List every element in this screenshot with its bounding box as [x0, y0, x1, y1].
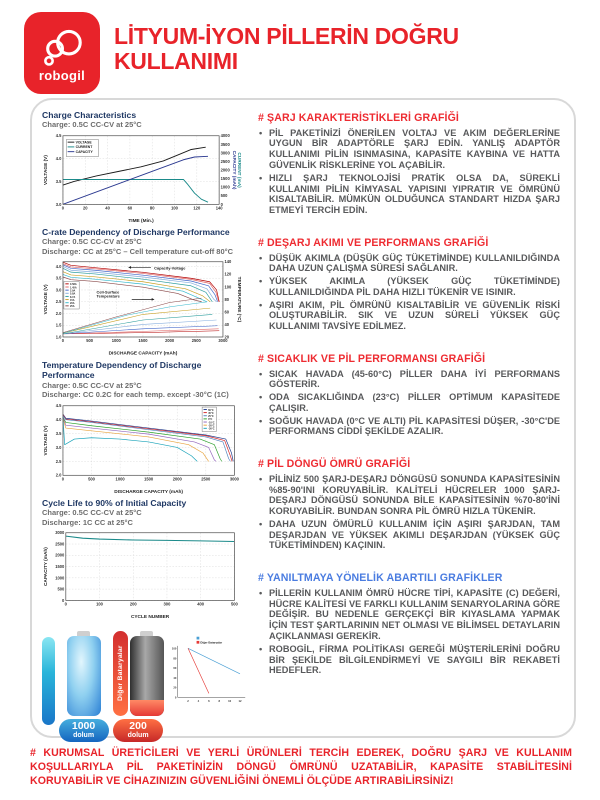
svg-text:3000: 3000 [218, 338, 228, 344]
section-2 [258, 237, 560, 332]
svg-text:100: 100 [171, 647, 176, 651]
svg-text:-30°C: -30°C [208, 427, 215, 431]
bullet-item: • YÜKSEK AKIMLA (YÜKSEK GÜÇ TÜKETİMİNDE) KULLANILDIĞINDA PİL DAHA HIZLI TÜKENİR VE ISINIR. [258, 276, 560, 298]
good-battery-badge [59, 719, 109, 741]
svg-text:1500: 1500 [55, 563, 65, 569]
page-title [114, 24, 459, 75]
svg-text:CAPACITY (mAh): CAPACITY (mAh) [230, 150, 236, 190]
footer-note: # KURUMSAL ÜRETİCİLERİ VE YERLİ ÜRÜNLERİ TERCİH EDEREK, DOĞRU ŞARJ VE KULLANIM KOŞULLARIYLA PİL PAKETİNİZİN DÖNGÜ ÖMRÜNÜ UZATABİLİR, KAPASİTE STABİLİTESİNİ KORUYABİLİR VE CİHAZINIZIN GÜVENLİĞİNİ ÖNEMLİ ÖLÇÜDE ARTIRABİLİRSİNİZ! [30, 747, 572, 787]
chart-block-3 [42, 360, 248, 494]
svg-text:15A: 15A [70, 299, 75, 303]
svg-text:3.0: 3.0 [55, 201, 62, 207]
svg-text:5.8A: 5.8A [70, 292, 76, 296]
svg-text:1.0: 1.0 [55, 334, 62, 340]
chart-subtitle: Discharge: 1C CC at 25°C [42, 517, 133, 527]
svg-text:25A: 25A [70, 305, 75, 309]
svg-text:2500: 2500 [201, 476, 211, 482]
chart-block-4 [42, 498, 248, 619]
svg-text:120: 120 [193, 205, 201, 211]
svg-text:Temperature: Temperature [96, 293, 120, 299]
chart-subtitle: Discharge: CC at 25°C – Cell temperature cut-off 80°C [42, 246, 234, 256]
svg-text:3.0: 3.0 [55, 444, 62, 450]
svg-text:20: 20 [172, 687, 176, 691]
bullet-item: • DÜŞÜK AKIMLA (DÜŞÜK GÜÇ TÜKETİMİNDE) KULLANILDIĞINDA DAHA UZUN ÇALIŞMA SÜRESİ SAĞLANIR. [258, 253, 560, 275]
chart-subtitle: Charge: 0.5C CC-CV at 25°C [42, 237, 142, 247]
other-battery-badge [113, 719, 163, 741]
svg-text:1000: 1000 [220, 184, 230, 190]
svg-text:3.5: 3.5 [55, 178, 62, 184]
section-bullets [258, 369, 560, 438]
chart-subtitle: Charge: 0.5C CC-CV at 25°C [42, 120, 142, 130]
page-title-line-1: LİTYUM-İYON PİLLERİN DOĞRU [114, 23, 459, 49]
svg-text:140: 140 [215, 205, 223, 211]
low-charge-fill [130, 700, 164, 717]
svg-text:3.5: 3.5 [55, 430, 62, 436]
svg-text:40: 40 [224, 322, 230, 328]
svg-text:0: 0 [220, 201, 223, 207]
section-bullets [258, 474, 560, 551]
svg-text:VOLTAGE (V): VOLTAGE (V) [43, 154, 49, 185]
svg-text:40: 40 [172, 677, 176, 681]
header [0, 0, 600, 94]
svg-text:2000: 2000 [220, 167, 230, 173]
svg-text:DISCHARGE CAPACITY (mAh): DISCHARGE CAPACITY (mAh) [108, 351, 178, 357]
svg-text:0: 0 [62, 597, 65, 603]
svg-text:1500: 1500 [220, 175, 230, 181]
svg-text:8.7A: 8.7A [70, 295, 76, 299]
bullet-item: • HIZLI ŞARJ TEKNOLOJİSİ PRATİK OLSA DA, SÜREKLİ KULLANIMI PİLİN KİMYASAL YAPISINI YIPRATIR VE ÖMRÜNÜ KISALTABİLİR. MÜMKÜN OLDUĞUNCA STANDART HIZDA ŞARJ ETMEYİ TERCİH EDİN. [258, 173, 560, 216]
chart-plot-1 [42, 131, 242, 223]
svg-text:2500: 2500 [55, 541, 65, 547]
svg-text:2500: 2500 [220, 158, 230, 164]
svg-text:2000: 2000 [172, 476, 182, 482]
svg-text:100: 100 [171, 205, 178, 211]
chart-subtitle: Charge: 0.5C CC-CV at 25°C [42, 380, 142, 390]
svg-text:CURRENT (mA): CURRENT (mA) [236, 152, 242, 188]
content-card [30, 98, 576, 738]
svg-text:0: 0 [61, 338, 65, 344]
other-battery-cycles: 200 [129, 720, 147, 733]
svg-text:100: 100 [224, 284, 232, 290]
svg-text:DISCHARGE CAPACITY (mAh): DISCHARGE CAPACITY (mAh) [114, 489, 184, 494]
svg-text:4000: 4000 [220, 132, 230, 138]
svg-text:1.45A: 1.45A [70, 286, 77, 290]
svg-text:2000: 2000 [55, 552, 65, 558]
chart-plot-4 [42, 528, 242, 619]
svg-text:1000: 1000 [115, 476, 125, 482]
svg-text:0: 0 [174, 696, 176, 700]
svg-text:3000: 3000 [229, 476, 239, 482]
svg-text:4.0: 4.0 [55, 155, 62, 161]
chart-block-2 [42, 227, 248, 356]
svg-text:25°C: 25°C [208, 414, 214, 418]
svg-text:3.0: 3.0 [55, 287, 62, 293]
svg-text:0: 0 [61, 476, 65, 482]
battery-accent-pill [42, 637, 55, 725]
svg-text:400: 400 [197, 601, 205, 607]
robogil-logo [24, 12, 100, 94]
svg-text:80: 80 [224, 296, 230, 302]
svg-text:500: 500 [220, 192, 228, 198]
svg-text:TEMPERATURE (°C): TEMPERATURE (°C) [236, 276, 242, 323]
good-battery [59, 631, 109, 741]
other-battery-unit: dolum [127, 732, 149, 740]
bullet-item: • PİLİNİZ 500 ŞARJ-DEŞARJ DÖNGÜSÜ SONUNDA KAPASİTESİNİN %85-90'INI KORUYABİLİR. KALİTELİ HÜCRELER 1000 ŞARJ-DEŞARJ DÖNGÜSÜ SONUNDA BİLE KAPASİTESİNİN %70-80'İNİ KORUYABİLİR. BUNDAN SONRA PİL ÖMRÜ HIZLA TÜKENİR. [258, 474, 560, 517]
other-battery-body [130, 636, 164, 716]
bullet-item: • PİLLERİN KULLANIM ÖMRÜ HÜCRE TİPİ, KAPASİTE (C) DEĞERİ, HÜCRE KALİTESİ VE FARKLI KULLANIM SENARYOLARINA GÖRE DEĞİŞİR. BU NEDENLE GERÇEKÇİ BİR KIYASLAMA YAPMAK İÇİN TEST ŞARTLARININ NET OLMASI VE BİLİMSEL DETAYLARIN AÇIKLANMASI GEREKİR. [258, 588, 560, 642]
svg-text:4.5: 4.5 [55, 402, 62, 408]
svg-text:45°C: 45°C [208, 411, 214, 415]
svg-text:Cell-Surface: Cell-Surface [96, 289, 120, 295]
svg-text:2500: 2500 [191, 338, 201, 344]
svg-text:1000: 1000 [111, 338, 121, 344]
svg-text:8: 8 [218, 700, 220, 704]
logo-text: robogil [38, 68, 86, 83]
svg-text:60: 60 [127, 205, 133, 211]
section-5 [258, 572, 560, 676]
svg-text:80: 80 [172, 657, 176, 661]
bullet-item: • ROBOGİL, FİRMA POLİTİKASI GEREĞİ MÜŞTERİLERİNİ DOĞRU BİR ŞEKİLDE BİLGİLENDİRMEYİ VE SAYGILI BİR REKABETİ HEDEFLER. [258, 644, 560, 676]
svg-text:100: 100 [96, 601, 103, 607]
section-heading: # DEŞARJ AKIMI VE PERFORMANS GRAFİĞİ [258, 236, 489, 249]
svg-text:60: 60 [172, 667, 176, 671]
svg-text:0: 0 [61, 205, 65, 211]
section-bullets [258, 128, 560, 216]
svg-text:500: 500 [230, 601, 238, 607]
svg-text:10: 10 [227, 700, 231, 704]
svg-text:2.9A: 2.9A [70, 289, 76, 293]
svg-text:Diğer Bataryalar: Diğer Bataryalar [199, 640, 222, 645]
svg-text:4: 4 [197, 700, 199, 704]
svg-text:0: 0 [64, 601, 67, 607]
good-battery-body [67, 636, 101, 716]
svg-text:2000: 2000 [165, 338, 175, 344]
svg-text:-20°C: -20°C [208, 424, 215, 428]
svg-text:1.5: 1.5 [55, 322, 62, 328]
svg-text:CAPACITY (mAh): CAPACITY (mAh) [43, 547, 49, 586]
svg-text:0°C: 0°C [208, 417, 213, 421]
svg-text:140: 140 [224, 259, 232, 265]
section-bullets [258, 588, 560, 676]
svg-text:-10°C: -10°C [208, 420, 215, 424]
sections-column [248, 110, 568, 730]
section-heading: # PİL DÖNGÜ ÖMRÜ GRAFİĞİ [258, 458, 411, 471]
svg-text:3000: 3000 [55, 530, 65, 536]
chart-title: Cycle Life to 90% of Initial Capacity [42, 497, 187, 508]
svg-text:TIME (Min.): TIME (Min.) [128, 218, 154, 224]
chart-plot-3 [42, 401, 242, 494]
svg-text:Capacity-Voltage: Capacity-Voltage [154, 265, 186, 271]
svg-text:40: 40 [105, 205, 110, 211]
svg-text:1500: 1500 [138, 338, 148, 344]
section-heading: # SICAKLIK VE PİL PERFORMANSI GRAFİĞİ [258, 352, 486, 365]
svg-text:500: 500 [57, 586, 65, 592]
svg-text:2.5: 2.5 [55, 458, 62, 464]
svg-text:3000: 3000 [220, 150, 230, 156]
svg-text:20A: 20A [70, 302, 75, 306]
other-battery [113, 631, 164, 741]
svg-text:1500: 1500 [144, 476, 154, 482]
svg-text:2.0: 2.0 [55, 472, 62, 478]
svg-text:20: 20 [82, 205, 88, 211]
svg-text:0.58A: 0.58A [70, 283, 77, 287]
svg-text:4.0: 4.0 [55, 264, 62, 270]
chart-subtitle: Charge: 0.5C CC-CV at 25°C [42, 508, 142, 518]
bullet-item: • DAHA UZUN ÖMÜRLÜ KULLANIM İÇİN AŞIRI ŞARJDAN, TAM DEŞARJDAN VE YÜKSEK AKIMLI DEŞARJDAN (YÜKSEK GÜÇ TÜKETİMİNDEN) KAÇININ. [258, 519, 560, 551]
svg-text:300: 300 [163, 601, 171, 607]
svg-text:3.5: 3.5 [55, 275, 62, 281]
bullet-item: • PİL PAKETİNİZİ ÖNERİLEN VOLTAJ VE AKIM DEĞERLERİNE UYGUN BİR ADAPTÖRLE ŞARJ EDİN. YANLIŞ ADAPTÖR KULLANIMI PİLİN ISINMASINA, KAPASİTE KAYBINA VE HATTA GÜVENLİK RİSKLERİNE YOL AÇABİLİR. [258, 128, 560, 171]
svg-text:1000: 1000 [55, 575, 65, 581]
svg-text:3500: 3500 [220, 141, 230, 147]
svg-text:200: 200 [129, 601, 137, 607]
svg-text:VOLTAGE (V): VOLTAGE (V) [43, 284, 49, 315]
charts-column [42, 110, 248, 740]
svg-text:2: 2 [186, 700, 189, 704]
page-title-line-2: KULLANIMI [114, 48, 238, 75]
bullet-item: • ODA SICAKLIĞINDA (23°C) PİLLER OPTİMUM KAPASİTEDE ÇALIŞIR. [258, 392, 560, 414]
svg-text:12: 12 [238, 700, 242, 704]
svg-text:VOLTAGE: VOLTAGE [75, 140, 92, 145]
section-heading: # YANILTMAYA YÖNELİK ABARTILI GRAFİKLER [258, 572, 503, 585]
svg-text:CYCLE NUMBER: CYCLE NUMBER [130, 614, 170, 620]
svg-text:CURRENT: CURRENT [75, 144, 93, 149]
other-batteries-tab: Diğer Bataryalar [113, 631, 128, 716]
robogil-circles-icon [36, 23, 88, 71]
section-heading: # ŞARJ KARAKTERİSTİKLERİ GRAFİĞİ [258, 112, 459, 124]
chart-title: C-rate Dependency of Discharge Performance [42, 227, 230, 238]
svg-text:VOLTAGE (V): VOLTAGE (V) [43, 425, 49, 456]
svg-text:4.5: 4.5 [55, 132, 62, 138]
svg-text:20: 20 [224, 334, 230, 340]
cycle-comparison-mini-chart [168, 633, 248, 707]
svg-text:60: 60 [224, 309, 230, 315]
svg-text:60°C: 60°C [208, 408, 214, 412]
chart-plot-2 [42, 257, 242, 356]
chart-title: Charge Characteristics [42, 110, 137, 120]
svg-text:500: 500 [86, 338, 94, 344]
svg-text:2.0: 2.0 [55, 311, 62, 317]
svg-text:500: 500 [88, 476, 95, 482]
section-3 [258, 353, 560, 437]
chart-block-1 [42, 110, 248, 223]
section-bullets [258, 253, 560, 332]
bullet-item: • SICAK HAVADA (45-60°C) PİLLER DAHA İYİ PERFORMANS GÖSTERİR. [258, 369, 560, 391]
section-1 [258, 112, 560, 216]
svg-text:4.0: 4.0 [55, 416, 62, 422]
section-4 [258, 458, 560, 551]
svg-text:CAPACITY: CAPACITY [75, 149, 93, 154]
battery-comparison-graphic [42, 631, 248, 741]
chart-subtitle: Discharge: CC 0.2C for each temp. except -30°C (1C) [42, 390, 229, 400]
bullet-item: • SOĞUK HAVADA (0°C VE ALTI) PİL KAPASİTESİ DÜŞER, -30°C'DE PERFORMANS CİDDİ ŞEKİLDE AZALIR. [258, 416, 560, 438]
good-battery-cycles: 1000 [71, 720, 96, 733]
svg-text:120: 120 [224, 271, 232, 277]
svg-text:80: 80 [149, 205, 155, 211]
chart-title: Temperature Dependency of Discharge Performance [42, 360, 202, 381]
bullet-item: • AŞIRI AKIM, PİL ÖMRÜNÜ KISALTABİLİR VE GÜVENLİK RİSKİ OLUŞTURABİLİR. SIK VE UZUN SÜRELİ YÜKSEK GÜÇ KULLANIMI TAVSİYE EDİLMEZ. [258, 300, 560, 332]
svg-text:2.5: 2.5 [55, 299, 62, 305]
good-battery-unit: dolum [73, 732, 95, 740]
svg-text:6: 6 [207, 700, 210, 704]
